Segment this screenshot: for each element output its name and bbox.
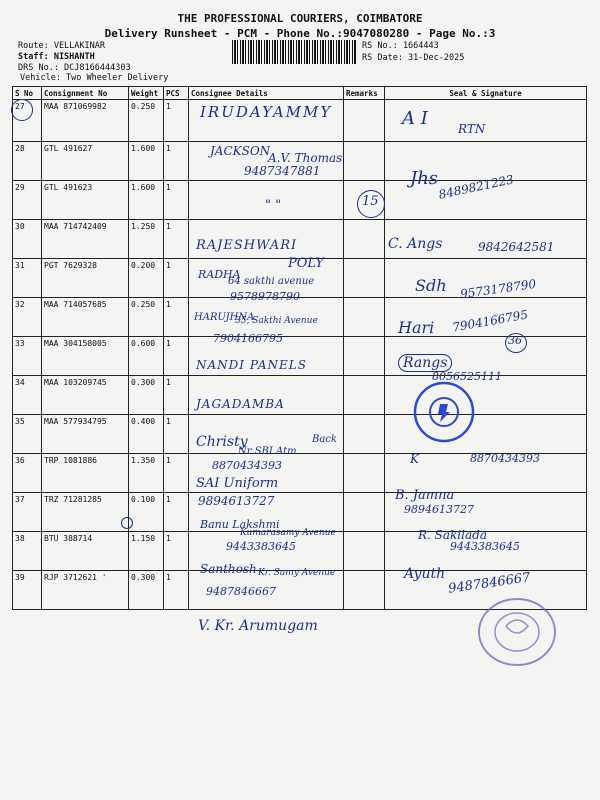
weight-cell: 0.300 — [129, 376, 164, 415]
pcs-cell: 1 — [164, 571, 189, 610]
company-stamp-purple — [476, 596, 558, 668]
rs-number: RS No.: 1664443 — [362, 41, 439, 51]
pcs-cell: 1 — [164, 220, 189, 259]
weight-cell: 0.200 — [129, 259, 164, 298]
route-label: Route: VELLAKINAR — [18, 41, 105, 51]
stamp-outer-ring — [479, 599, 555, 665]
remarks-cell — [344, 259, 385, 298]
weight-cell: 1.600 — [129, 142, 164, 181]
pcs-cell: 1 — [164, 181, 189, 220]
weight-cell: 0.600 — [129, 337, 164, 376]
hw-r36-sig-phone: 9894613727 — [404, 503, 474, 516]
weight-dot-mark — [121, 517, 133, 529]
hw-r32-name: HARUJHNA — [194, 312, 255, 323]
consignment-cell: PGT 7629328 — [42, 259, 129, 298]
hw-r38-addr: Kr. Samy Avenue — [258, 568, 336, 578]
pcs-cell: 1 — [164, 142, 189, 181]
hw-r35-sig-phone: 8870434393 — [470, 452, 540, 465]
hw-r39-name: V. Kr. Arumugam — [198, 618, 318, 634]
sno-cell: 35 — [13, 415, 42, 454]
hw-r32-sig: Hari — [398, 318, 435, 337]
consignment-cell: GTL 491627 — [42, 142, 129, 181]
col-consignee: Consignee Details — [189, 87, 344, 100]
hw-r28-name2: A.V. Thomas — [268, 151, 343, 165]
remarks-cell — [344, 571, 385, 610]
remarks-cell — [344, 298, 385, 337]
barcode — [232, 40, 356, 64]
hw-r28-name: JACKSON — [210, 144, 271, 158]
remarks-cell — [344, 454, 385, 493]
col-remarks: Remarks — [344, 87, 385, 100]
weight-cell: 1.250 — [129, 220, 164, 259]
consignment-cell: MAA 103209745 — [42, 376, 129, 415]
consignment-cell: MAA 871069982 — [42, 100, 129, 142]
consignment-cell: GTL 491623 — [42, 181, 129, 220]
pcs-cell: 1 — [164, 259, 189, 298]
vehicle-label: Vehicle: Two Wheeler Delivery — [20, 73, 169, 83]
remarks-cell — [344, 532, 385, 571]
hw-r37-sig-phone: 9443383645 — [450, 540, 520, 553]
hw-r33-phone: 8056525111 — [432, 370, 502, 383]
pcs-cell: 1 — [164, 100, 189, 142]
hw-r38-phone: 9487846667 — [206, 585, 276, 598]
hw-r33-name: NANDI PANELS — [196, 358, 307, 372]
hw-r27-sig2: RTN — [458, 122, 486, 136]
weight-cell: 0.250 — [129, 298, 164, 337]
hw-r37-addr: Kumarasamy Avenue — [240, 528, 336, 538]
hw-r29-circled: 15 — [362, 194, 379, 209]
hw-r32-sig-phone: 7904166795 — [451, 307, 529, 335]
consignment-cell: MAA 304158005 — [42, 337, 129, 376]
hw-r32-phone: 7904166795 — [213, 332, 283, 345]
hw-r27-name: IRUDAYAMMY — [200, 103, 333, 121]
remarks-cell — [344, 415, 385, 454]
sno-cell: 30 — [13, 220, 42, 259]
rs-date: RS Date: 31-Dec-2025 — [362, 53, 465, 63]
consignment-cell: TRP 1081886 — [42, 454, 129, 493]
pcs-cell: 1 — [164, 376, 189, 415]
table-header-row — [13, 87, 587, 100]
hw-r35-addr: Nr SBI Atm — [238, 446, 297, 457]
hw-r36-phone: 9894613727 — [198, 494, 275, 508]
sno-cell: 37 — [13, 493, 42, 532]
sno-cell: 38 — [13, 532, 42, 571]
consignment-cell: RJP 3712621 ' — [42, 571, 129, 610]
weight-cell: 1.600 — [129, 181, 164, 220]
hw-r37-sig: R. Sakilada — [418, 528, 487, 542]
weight-cell: 0.250 — [129, 100, 164, 142]
weight-cell: 0.400 — [129, 415, 164, 454]
hw-r35-sig: K — [410, 452, 419, 466]
staff-label: Staff: NISHANTH — [18, 52, 95, 62]
hw-r37-phone: 9443383645 — [226, 540, 296, 553]
hw-r38-name: Santhosh — [200, 562, 257, 576]
sno-cell: 27 — [13, 100, 42, 142]
col-sno: S No — [13, 87, 42, 100]
pcs-cell: 1 — [164, 454, 189, 493]
table-row — [13, 415, 587, 454]
weight-cell: 1.150 — [129, 532, 164, 571]
remarks-cell — [344, 493, 385, 532]
col-pcs: PCS — [164, 87, 189, 100]
pcs-cell: 1 — [164, 415, 189, 454]
consignment-cell: TRZ 71281285 — [42, 493, 129, 532]
sno-cell: 29 — [13, 181, 42, 220]
hw-r32-circled: 36 — [508, 334, 522, 347]
hw-r32-addr: 35, Sakthi Avenue — [235, 316, 318, 326]
hw-r31-addr: 64 sakthi avenue — [228, 276, 315, 287]
hw-r33-sig: Rangs — [398, 354, 452, 372]
pcs-cell: 1 — [164, 532, 189, 571]
consignment-cell: MAA 714742409 — [42, 220, 129, 259]
hw-r35-name: Christy — [196, 434, 248, 450]
sno-cell: 34 — [13, 376, 42, 415]
hw-r38-sig: Ayuth — [404, 566, 446, 582]
weight-cell: 0.300 — [129, 571, 164, 610]
hw-r37-name: Banu Lakshmi — [200, 518, 280, 531]
hw-r34-name: JAGADAMBA — [196, 397, 285, 411]
consignment-cell: MAA 577934795 — [42, 415, 129, 454]
hw-r31-name: RADHA — [198, 268, 241, 281]
remarks-cell — [344, 376, 385, 415]
hw-r30-sig: C. Angs — [388, 236, 443, 252]
hw-r29-phone: 8489821223 — [437, 172, 515, 202]
pcs-cell: 1 — [164, 493, 189, 532]
hw-r35-phone: 8870434393 — [212, 459, 282, 472]
pcs-cell: 1 — [164, 337, 189, 376]
col-weight: Weight — [129, 87, 164, 100]
hw-r30-name: RAJESHWARI — [196, 238, 298, 253]
hw-r36-sig: B. Jamna — [395, 488, 455, 503]
remarks-cell — [344, 337, 385, 376]
stamp-emblem — [438, 404, 450, 422]
sno-cell: 31 — [13, 259, 42, 298]
hw-r30-phone: 9842642581 — [478, 240, 555, 254]
weight-cell: 0.100 — [129, 493, 164, 532]
pcs-cell: 1 — [164, 298, 189, 337]
hw-r28-phone: 9487347881 — [244, 164, 321, 178]
hw-r29-sig-scribble: Jhs — [410, 168, 439, 189]
remarks-cell — [344, 220, 385, 259]
runsheet-subtitle: Delivery Runsheet - PCM - Phone No.:9047080280 - Page No.:3 — [104, 27, 496, 40]
consignment-cell: MAA 714057685 — [42, 298, 129, 337]
hw-r29-ditto: " " — [265, 198, 282, 213]
remarks-cell — [344, 142, 385, 181]
consignment-cell: BTU 388714 — [42, 532, 129, 571]
drs-label: DRS No.: DCJ8166444303 — [18, 63, 131, 73]
hw-r31-sig-phone: 9573178790 — [459, 276, 537, 302]
sno-cell: 36 — [13, 454, 42, 493]
col-seal: Seal & Signature — [385, 87, 587, 100]
stamp-emblem — [506, 620, 528, 633]
sno-cell: 33 — [13, 337, 42, 376]
hw-r31-sig: Sdh — [415, 276, 447, 295]
hw-r38-sig-phone: 9487846667 — [447, 570, 532, 597]
hw-r36-name: SAI Uniform — [196, 476, 279, 491]
company-stamp-blue — [412, 380, 476, 444]
sno-cell: 28 — [13, 142, 42, 181]
stamp-inner-ring — [495, 613, 539, 651]
weight-cell: 1.350 — [129, 454, 164, 493]
table-row — [13, 493, 587, 532]
company-title: THE PROFESSIONAL COURIERS, COIMBATORE — [177, 12, 423, 25]
sno-cell: 39 — [13, 571, 42, 610]
circled-row-27 — [11, 99, 33, 121]
sno-cell: 32 — [13, 298, 42, 337]
hw-r30-name2: POLY — [288, 256, 324, 271]
hw-r35-extra: Back — [312, 434, 337, 445]
remarks-cell — [344, 100, 385, 142]
hw-r31-phone: 9578978790 — [230, 290, 300, 303]
col-consignment: Consignment No — [42, 87, 129, 100]
hw-r27-sig: A I — [402, 108, 428, 129]
